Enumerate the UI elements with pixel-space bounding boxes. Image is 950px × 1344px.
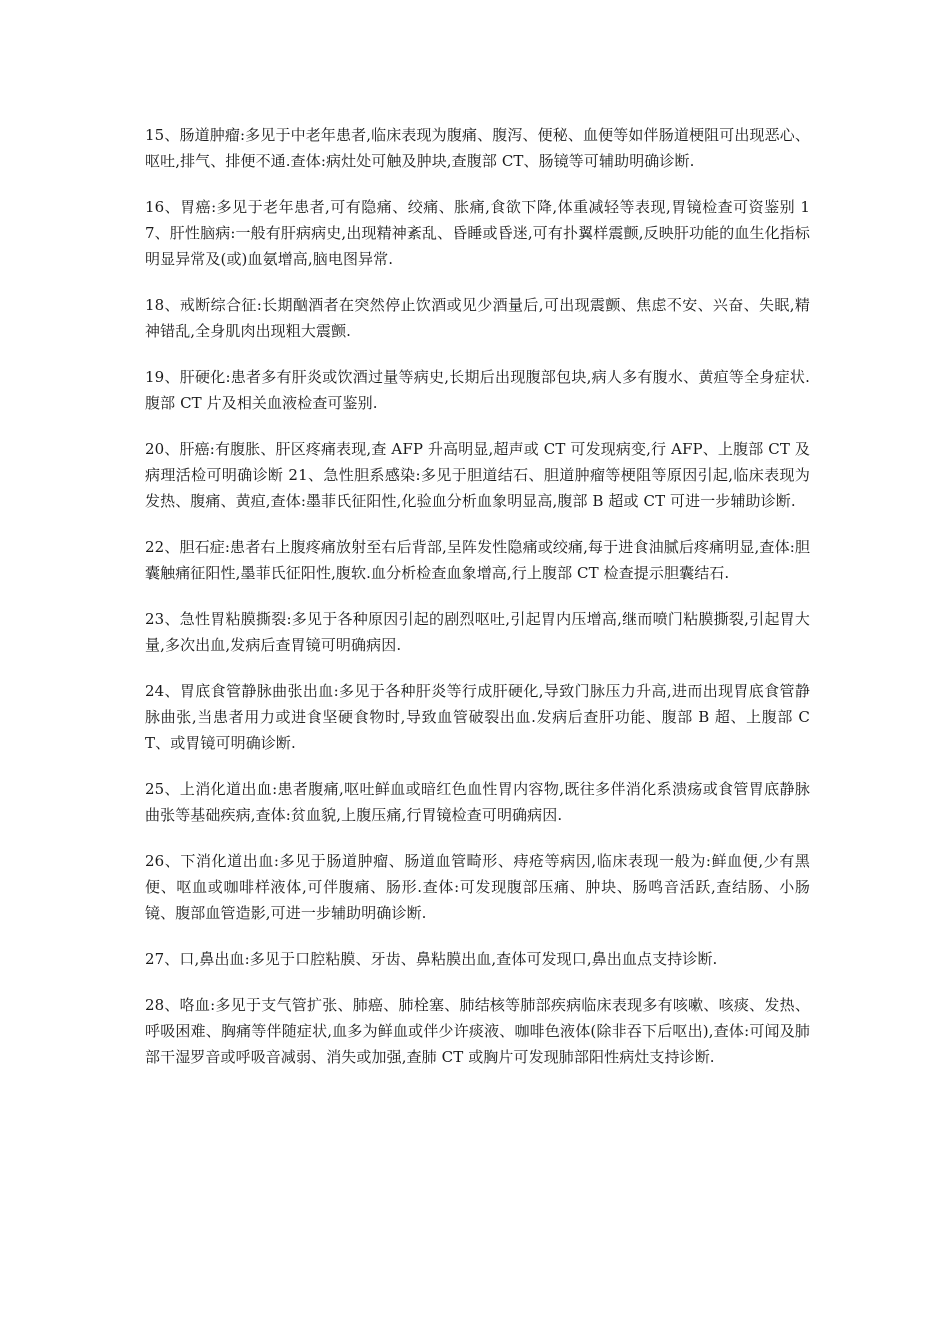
paragraph-22-cholelithiasis: 22、胆石症:患者右上腹疼痛放射至右后背部,呈阵发性隐痛或绞痛,每于进食油腻后疼痛明显,查体:胆囊触痛征阳性,墨菲氏征阳性,腹软.血分析检查血象增高,行上腹部 CT 检查提示胆囊结石. bbox=[145, 538, 810, 582]
document-body bbox=[145, 122, 810, 1090]
paragraph-18-withdrawal-syndrome: 18、戒断综合征:长期酗酒者在突然停止饮酒或见少酒量后,可出现震颤、焦虑不安、兴奋、失眠,精神错乱,全身肌肉出现粗大震颤. bbox=[145, 296, 810, 340]
paragraph-24-varices-bleeding: 24、胃底食管静脉曲张出血:多见于各种肝炎等行成肝硬化,导致门脉压力升高,进而出现胃底食管静脉曲张,当患者用力或进食坚硬食物时,导致血管破裂出血.发病后查肝功能、腹部 B 超、上腹部 CT、或胃镜可明确诊断. bbox=[145, 682, 810, 752]
paragraph-15-intestinal-tumor: 15、肠道肿瘤:多见于中老年患者,临床表现为腹痛、腹泻、便秘、血便等如伴肠道梗阻可出现恶心、呕吐,排气、排便不通.查体:病灶处可触及肿块,查腹部 CT、肠镜等可辅助明确诊断. bbox=[145, 126, 810, 170]
paragraph-23-mucosal-tear: 23、急性胃粘膜撕裂:多见于各种原因引起的剧烈呕吐,引起胃内压增高,继而喷门粘膜撕裂,引起胃大量,多次出血,发病后查胃镜可明确病因. bbox=[145, 610, 810, 654]
paragraph-16-gastric-cancer: 16、胃癌:多见于老年患者,可有隐痛、绞痛、胀痛,食欲下降,体重减轻等表现,胃镜检查可资鉴别 17、肝性脑病:一般有肝病病史,出现精神紊乱、昏睡或昏迷,可有扑翼样震颤,反映肝功能的血生化指标明显异常及(或)血氨增高,脑电图异常. bbox=[145, 198, 810, 268]
paragraph-19-cirrhosis: 19、肝硬化:患者多有肝炎或饮酒过量等病史,长期后出现腹部包块,病人多有腹水、黄疸等全身症状.腹部 CT 片及相关血液检查可鉴别. bbox=[145, 368, 810, 412]
paragraph-27-oral-nasal-bleeding: 27、口,鼻出血:多见于口腔粘膜、牙齿、鼻粘膜出血,查体可发现口,鼻出血点支持诊断. bbox=[145, 950, 718, 968]
paragraph-26-lower-gi-bleeding: 26、下消化道出血:多见于肠道肿瘤、肠道血管畸形、痔疮等病因,临床表现一般为:鲜血便,少有黑便、呕血或咖啡样液体,可伴腹痛、肠形.查体:可发现腹部压痛、肿块、肠鸣音活跃,查结肠、小肠镜、腹部血管造影,可进一步辅助明确诊断. bbox=[145, 852, 810, 922]
paragraph-25-upper-gi-bleeding: 25、上消化道出血:患者腹痛,呕吐鲜血或暗红色血性胃内容物,既往多伴消化系溃疡或食管胃底静脉曲张等基础疾病,查体:贫血貌,上腹压痛,行胃镜检查可明确病因. bbox=[145, 780, 810, 824]
paragraph-28-hemoptysis: 28、咯血:多见于支气管扩张、肺癌、肺栓塞、肺结核等肺部疾病临床表现多有咳嗽、咳痰、发热、呼吸困难、胸痛等伴随症状,血多为鲜血或伴少许痰液、咖啡色液体(除非吞下后呕出),查体:可闻及肺部干湿罗音或呼吸音减弱、消失或加强,查肺 CT 或胸片可发现肺部阳性病灶支持诊断. bbox=[145, 996, 810, 1066]
paragraph-20-liver-cancer: 20、肝癌:有腹胀、肝区疼痛表现,查 AFP 升高明显,超声或 CT 可发现病变,行 AFP、上腹部 CT 及病理活检可明确诊断 21、急性胆系感染:多见于胆道结石、胆道肿瘤等梗阻等原因引起,临床表现为发热、腹痛、黄疸,查体:墨菲氏征阳性,化验血分析血象明显高,腹部 B 超或 CT 可进一步辅助诊断. bbox=[145, 440, 810, 510]
